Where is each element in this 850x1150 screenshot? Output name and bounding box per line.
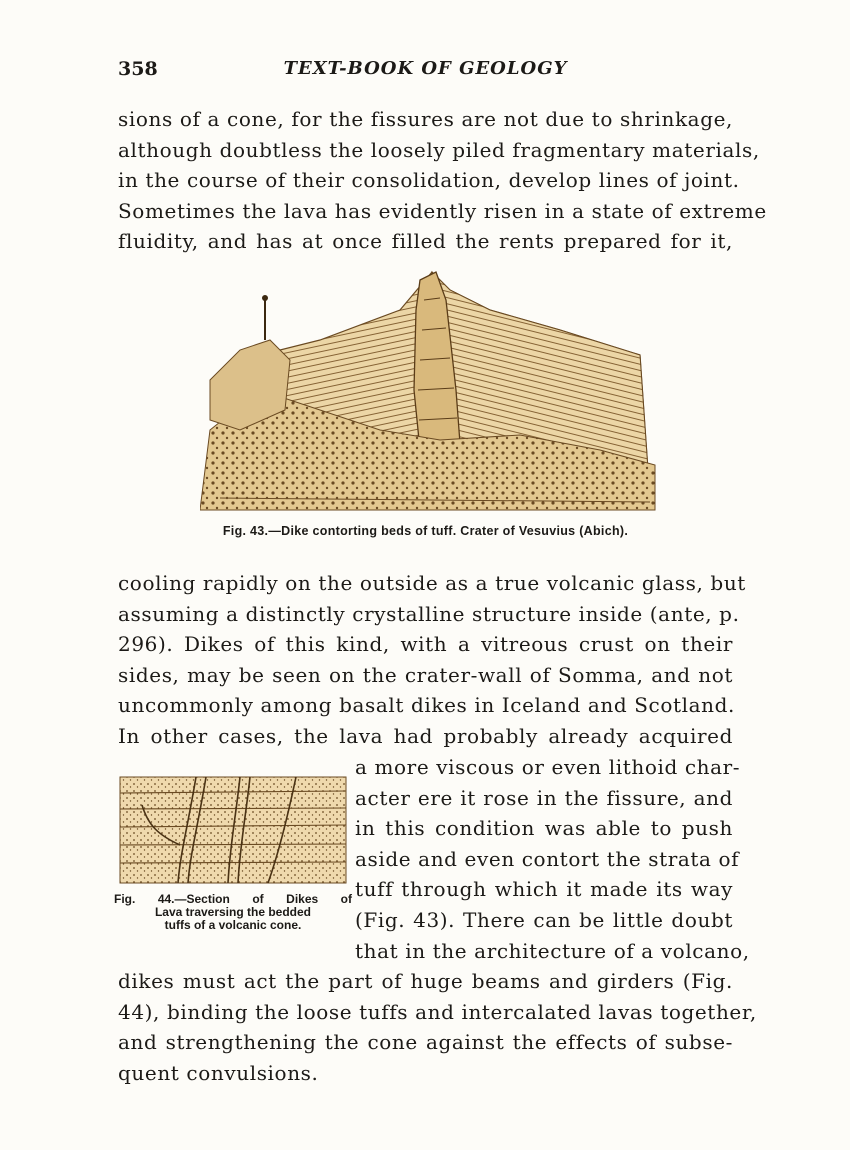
text-line: although doubtless the loosely piled fragmentary materials,: [118, 137, 760, 162]
paragraph-wrap: [355, 752, 750, 966]
figure-44-caption: [114, 893, 352, 932]
paragraph-middle: [118, 568, 746, 752]
text-line: In other cases, the lava had probably already acquired: [118, 723, 733, 748]
paragraph-bottom: [118, 966, 757, 1088]
text-line: in this condition was able to push: [355, 816, 733, 841]
text-line: aside and even contort the strata of: [355, 846, 740, 871]
text-line: assuming a distinctly crystalline structure inside (ante, p.: [118, 601, 740, 626]
figure-43-illustration: [200, 270, 660, 515]
text-line: tuff through which it made its way: [355, 877, 733, 902]
text-line: acter ere it rose in the fissure, and: [355, 785, 733, 810]
figure-44-caption-line: tuffs of a volcanic cone.: [164, 918, 302, 932]
figure-44-caption-line: Lava traversing the bedded: [154, 905, 312, 919]
text-line: 296). Dikes of this kind, with a vitreous crust on their: [118, 632, 733, 657]
text-line: fluidity, and has at once filled the rents prepared for it,: [118, 229, 733, 254]
text-line: Sometimes the lava has evidently risen in a state of extreme: [118, 198, 767, 223]
figure-44-caption-line: Fig. 44.—Section of Dikes of: [114, 892, 352, 906]
text-line: in the course of their consolidation, develop lines of joint.: [118, 168, 740, 193]
page-number: 358: [118, 58, 158, 80]
figure-44-illustration: [118, 775, 348, 887]
figure-43-label: Fig. 43.: [222, 524, 269, 538]
text-line: (Fig. 43). There can be little doubt: [355, 907, 733, 932]
text-line: 44), binding the loose tuffs and intercalated lavas together,: [118, 999, 757, 1024]
running-title: TEXT-BOOK OF GEOLOGY: [283, 58, 568, 79]
text-line: sions of a cone, for the fissures are not due to shrinkage,: [118, 107, 733, 131]
text-line: cooling rapidly on the outside as a true volcanic glass, but: [118, 571, 746, 595]
text-line: quent convulsions.: [118, 1060, 319, 1085]
text-line: and strengthening the cone against the effects of subse-: [118, 1030, 733, 1055]
page-header: [118, 58, 733, 88]
text-line: dikes must act the part of huge beams and girders (Fig.: [118, 969, 733, 993]
figure-43-caption: [118, 524, 733, 538]
paragraph-top: [118, 104, 767, 257]
text-line: sides, may be seen on the crater-wall of Somma, and not: [118, 662, 733, 687]
figure-43-caption-text: —Dike contorting beds of tuff. Crater of Vesuvius (Abich).: [268, 524, 629, 538]
text-line: that in the architecture of a volcano,: [355, 938, 750, 963]
text-line: a more viscous or even lithoid char-: [355, 755, 741, 779]
text-line: uncommonly among basalt dikes in Iceland and Scotland.: [118, 693, 735, 718]
